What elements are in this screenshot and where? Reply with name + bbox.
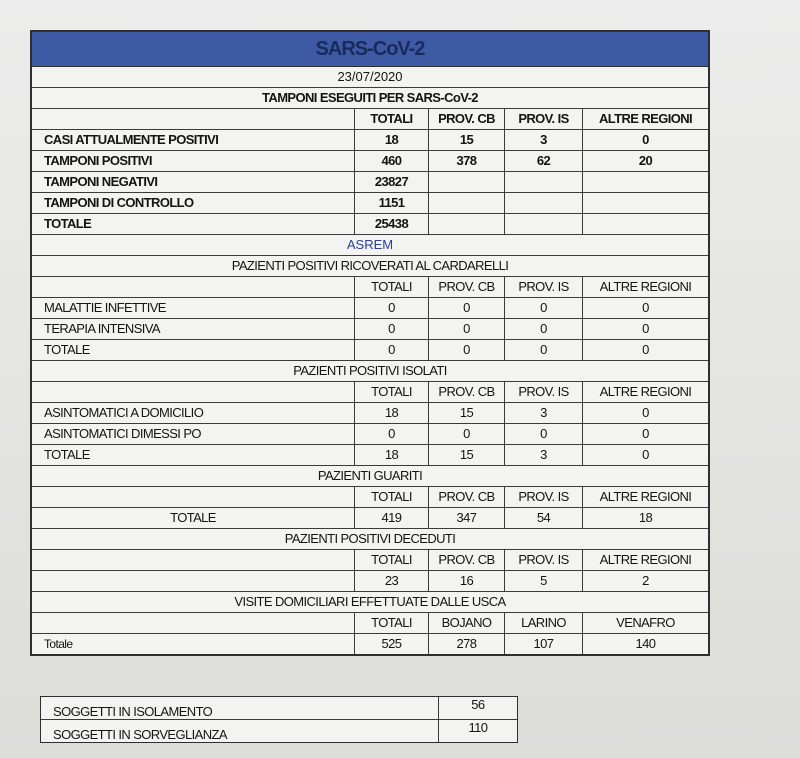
cell-value: 419 <box>354 508 428 528</box>
col-totali: TOTALI <box>354 382 428 402</box>
table-row <box>32 319 708 340</box>
cell-value: 140 <box>582 634 708 654</box>
soggetti-table <box>40 696 518 743</box>
col-totali: TOTALI <box>354 109 428 129</box>
covid-report-sheet <box>30 30 710 656</box>
col-prov-is: PROV. IS <box>504 550 582 570</box>
cell-value: 460 <box>354 151 428 171</box>
cell-value <box>428 214 504 234</box>
cell-value: 0 <box>504 319 582 339</box>
cell-value: 1151 <box>354 193 428 213</box>
cell-value: 54 <box>504 508 582 528</box>
cell-value <box>428 172 504 192</box>
cell-value: 25438 <box>354 214 428 234</box>
table-row <box>32 424 708 445</box>
row-label: SOGGETTI IN ISOLAMENTO <box>53 704 213 719</box>
row-blank <box>32 571 354 591</box>
table-row <box>32 130 708 151</box>
cell-value: 0 <box>582 298 708 318</box>
report-date: 23/07/2020 <box>337 69 403 84</box>
cell-value: 62 <box>504 151 582 171</box>
cell-value: 0 <box>428 319 504 339</box>
ricoverati-title-row <box>32 256 708 277</box>
cell-value: 18 <box>354 403 428 423</box>
tamponi-section-title-row <box>32 88 708 109</box>
cell-value: 0 <box>428 298 504 318</box>
col-bojano: BOJANO <box>428 613 504 633</box>
header-blank <box>32 277 354 297</box>
deceduti-title-row <box>32 529 708 550</box>
cell-value <box>504 172 582 192</box>
cell-value: 5 <box>504 571 582 591</box>
tamponi-header-row <box>32 109 708 130</box>
isolati-header-row <box>32 382 708 403</box>
header-blank <box>32 613 354 633</box>
guariti-header-row <box>32 487 708 508</box>
row-label: ASINTOMATICI DIMESSI PO <box>44 426 201 441</box>
col-totali: TOTALI <box>354 613 428 633</box>
cell-value: 20 <box>582 151 708 171</box>
col-larino: LARINO <box>504 613 582 633</box>
cell-value: 525 <box>354 634 428 654</box>
source-row <box>32 235 708 256</box>
header-blank <box>32 382 354 402</box>
cell-value: 18 <box>354 130 428 150</box>
cell-value: 3 <box>504 403 582 423</box>
cell-value: 278 <box>428 634 504 654</box>
report-title: SARS-CoV-2 <box>32 32 708 67</box>
row-label: TOTALE <box>44 342 90 357</box>
col-prov-cb: PROV. CB <box>428 487 504 507</box>
isolati-title-row <box>32 361 708 382</box>
row-label: TOTALE <box>44 447 90 462</box>
col-prov-cb: PROV. CB <box>428 382 504 402</box>
ricoverati-title: PAZIENTI POSITIVI RICOVERATI AL CARDARELLI <box>231 258 509 273</box>
col-totali: TOTALI <box>354 277 428 297</box>
header-blank <box>32 109 354 129</box>
cell-value: 0 <box>354 340 428 360</box>
cell-value: 3 <box>504 130 582 150</box>
row-label: TOTALE <box>170 510 216 525</box>
col-prov-is: PROV. IS <box>504 277 582 297</box>
visite-header-row <box>32 613 708 634</box>
cell-value: 107 <box>504 634 582 654</box>
cell-value: 0 <box>504 340 582 360</box>
cell-value: 18 <box>582 508 708 528</box>
table-row <box>32 508 708 529</box>
cell-value: 16 <box>428 571 504 591</box>
col-totali: TOTALI <box>354 487 428 507</box>
row-label: TERAPIA INTENSIVA <box>44 321 160 336</box>
cell-value: 3 <box>504 445 582 465</box>
table-row <box>41 697 517 720</box>
header-blank <box>32 550 354 570</box>
cell-value: 0 <box>582 319 708 339</box>
row-label: CASI ATTUALMENTE POSITIVI <box>44 132 219 147</box>
cell-value: 0 <box>428 424 504 444</box>
table-row <box>32 172 708 193</box>
row-label: MALATTIE INFETTIVE <box>44 300 166 315</box>
visite-title: VISITE DOMICILIARI EFFETTUATE DALLE USCA <box>234 594 506 609</box>
report-date-row <box>32 67 708 88</box>
cell-value: 0 <box>582 130 708 150</box>
cell-value: 0 <box>582 424 708 444</box>
col-altre-regioni: ALTRE REGIONI <box>582 487 708 507</box>
deceduti-header-row <box>32 550 708 571</box>
guariti-title: PAZIENTI GUARITI <box>317 468 423 483</box>
cell-value: 0 <box>354 424 428 444</box>
col-altre-regioni: ALTRE REGIONI <box>582 382 708 402</box>
row-label: ASINTOMATICI A DOMICILIO <box>44 405 204 420</box>
row-label: SOGGETTI IN SORVEGLIANZA <box>53 727 227 742</box>
cell-value: 2 <box>582 571 708 591</box>
table-row <box>32 193 708 214</box>
cell-value: 15 <box>428 445 504 465</box>
table-row <box>32 571 708 592</box>
table-row <box>32 445 708 466</box>
isolati-title: PAZIENTI POSITIVI ISOLATI <box>293 363 447 378</box>
cell-value: 0 <box>354 298 428 318</box>
cell-value: 0 <box>582 445 708 465</box>
table-row <box>32 403 708 424</box>
cell-value <box>428 193 504 213</box>
cell-value: 0 <box>354 319 428 339</box>
col-prov-is: PROV. IS <box>504 487 582 507</box>
cell-value: 23827 <box>354 172 428 192</box>
col-totali: TOTALI <box>354 550 428 570</box>
deceduti-title: PAZIENTI POSITIVI DECEDUTI <box>284 531 456 546</box>
cell-value: 56 <box>438 697 517 719</box>
tamponi-section-title: TAMPONI ESEGUITI PER SARS-CoV-2 <box>262 90 478 105</box>
table-row <box>32 298 708 319</box>
row-label: TOTALE <box>44 216 92 231</box>
cell-value: 0 <box>504 424 582 444</box>
col-venafro: VENAFRO <box>582 613 708 633</box>
col-prov-is: PROV. IS <box>504 109 582 129</box>
cell-value: 18 <box>354 445 428 465</box>
cell-value <box>582 193 708 213</box>
visite-title-row <box>32 592 708 613</box>
cell-value: 0 <box>504 298 582 318</box>
col-altre-regioni: ALTRE REGIONI <box>582 277 708 297</box>
col-altre-regioni: ALTRE REGIONI <box>582 550 708 570</box>
cell-value: 110 <box>438 720 517 742</box>
cell-value <box>582 214 708 234</box>
table-row <box>32 151 708 172</box>
table-row <box>32 634 708 654</box>
cell-value: 15 <box>428 130 504 150</box>
source-label: ASREM <box>346 237 394 252</box>
cell-value: 23 <box>354 571 428 591</box>
row-label: TAMPONI POSITIVI <box>44 153 152 168</box>
cell-value: 0 <box>582 340 708 360</box>
cell-value <box>504 193 582 213</box>
table-row <box>32 214 708 235</box>
cell-value <box>582 172 708 192</box>
cell-value: 378 <box>428 151 504 171</box>
cell-value: 0 <box>428 340 504 360</box>
col-prov-cb: PROV. CB <box>428 277 504 297</box>
table-row <box>32 340 708 361</box>
cell-value: 15 <box>428 403 504 423</box>
col-prov-cb: PROV. CB <box>428 109 504 129</box>
col-prov-is: PROV. IS <box>504 382 582 402</box>
table-row <box>41 720 517 742</box>
row-label: TAMPONI NEGATIVI <box>44 174 158 189</box>
row-label: Totale <box>44 637 73 651</box>
cell-value <box>504 214 582 234</box>
cell-value: 0 <box>582 403 708 423</box>
cell-value: 347 <box>428 508 504 528</box>
ricoverati-header-row <box>32 277 708 298</box>
header-blank <box>32 487 354 507</box>
guariti-title-row <box>32 466 708 487</box>
row-label: TAMPONI DI CONTROLLO <box>44 195 194 210</box>
col-altre-regioni: ALTRE REGIONI <box>582 109 708 129</box>
col-prov-cb: PROV. CB <box>428 550 504 570</box>
